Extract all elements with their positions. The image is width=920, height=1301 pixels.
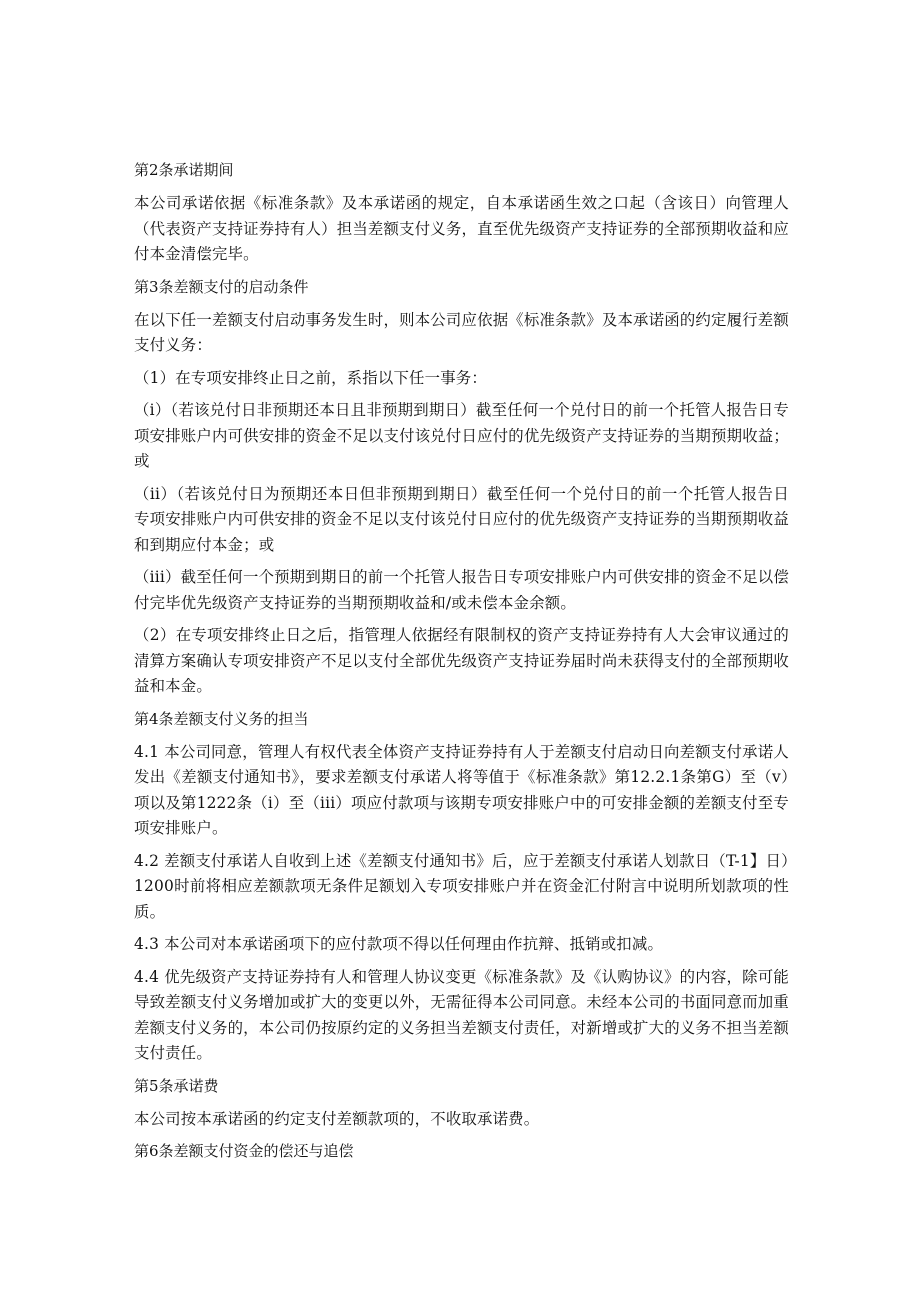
- paragraph-trigger-intro: 在以下任一差额支付启动事务发生时，则本公司应依据《标准条款》及本承诺函的约定履行差额支付义务：: [134, 310, 789, 354]
- section-heading-4: 第4条差额支付义务的担当: [134, 709, 309, 728]
- paragraph-item-ii: （ii）（若该兑付日为预期还本日但非预期到期日）截至任何一个兑付日的前一个托管人报告日专项安排账户内可供安排的资金不足以支付该兑付日应付的优先级资产支持证券的当期预期收益和到期应付本金；或: [134, 484, 789, 554]
- paragraph-item-1: （1）在专项安排终止日之前，系指以下任一事务：: [134, 368, 487, 387]
- paragraph-item-2: （2）在专项安排终止日之后，指管理人依据经有限制权的资产支持证券持有人大会审议通过的清算方案确认专项安排资产不足以支付全部优先级资产支持证券届时尚未获得支付的全部预期收益和本金。: [134, 626, 789, 695]
- section-heading-6: 第6条差额支付资金的偿还与追偿: [134, 1142, 354, 1160]
- section-heading-3: 第3条差额支付的启动条件: [134, 277, 309, 296]
- paragraph-fee: 本公司按本承诺函的约定支付差额款项的，不收取承诺费。: [134, 1109, 540, 1128]
- paragraph-4-4: 4.4 优先级资产支持证券持有人和管理人协议变更《标准条款》及《认购协议》的内容，除可能导致差额支付义务增加或扩大的变更以外，无需征得本公司同意。未经本公司的书面同意而加重差额支付义务的，本公司仍按原约定的义务担当差额支付责任，对新增或扩大的义务不担当差额支付责任。: [134, 967, 789, 1062]
- section-heading-2: 第2条承诺期间: [134, 161, 234, 179]
- paragraph-4-2: 4.2 差额支付承诺人自收到上述《差额支付通知书》后，应于差额支付承诺人划款日（T-1】日）1200时前将相应差额款项无条件足额划入专项安排账户并在资金汇付附言中说明所划款项的性质。: [134, 851, 789, 921]
- paragraph-4-1: 4.1 本公司同意，管理人有权代表全体资产支持证券持有人于差额支付启动日向差额支付承诺人发出《差额支付通知书》，要求差额支付承诺人将等值于《标准条款》第12.2.1条第G）至（v）项以及第1222条（i）至（iii）项应付款项与该期专项安排账户中的可安排金额的差额支付至专项安排账户。: [134, 742, 789, 837]
- section-heading-5: 第5条承诺费: [134, 1076, 219, 1095]
- document-body: [134, 158, 789, 1172]
- paragraph-4-3: 4.3 本公司对本承诺函项下的应付款项不得以任何理由作抗辩、抵销或扣减。: [134, 935, 664, 953]
- paragraph-item-iii: （iii）截至任何一个预期到期日的前一个托管人报告日专项安排账户内可供安排的资金不足以偿付完毕优先级资产支持证券的当期预期收益和/或未偿本金余额。: [134, 568, 789, 612]
- paragraph-item-i: （i）（若该兑付日非预期还本日且非预期到期日）截至任何一个兑付日的前一个托管人报告日专项安排账户内可供安排的资金不足以支付该兑付日应付的优先级资产支持证券的当期预期收益；或: [134, 401, 789, 470]
- paragraph-commitment-period: 本公司承诺依据《标准条款》及本承诺函的规定，自本承诺函生效之口起（含该日）向管理人（代表资产支持证券持有人）担当差额支付义务，直至优先级资产支持证券的全部预期收益和应付本金清偿完毕。: [134, 194, 789, 263]
